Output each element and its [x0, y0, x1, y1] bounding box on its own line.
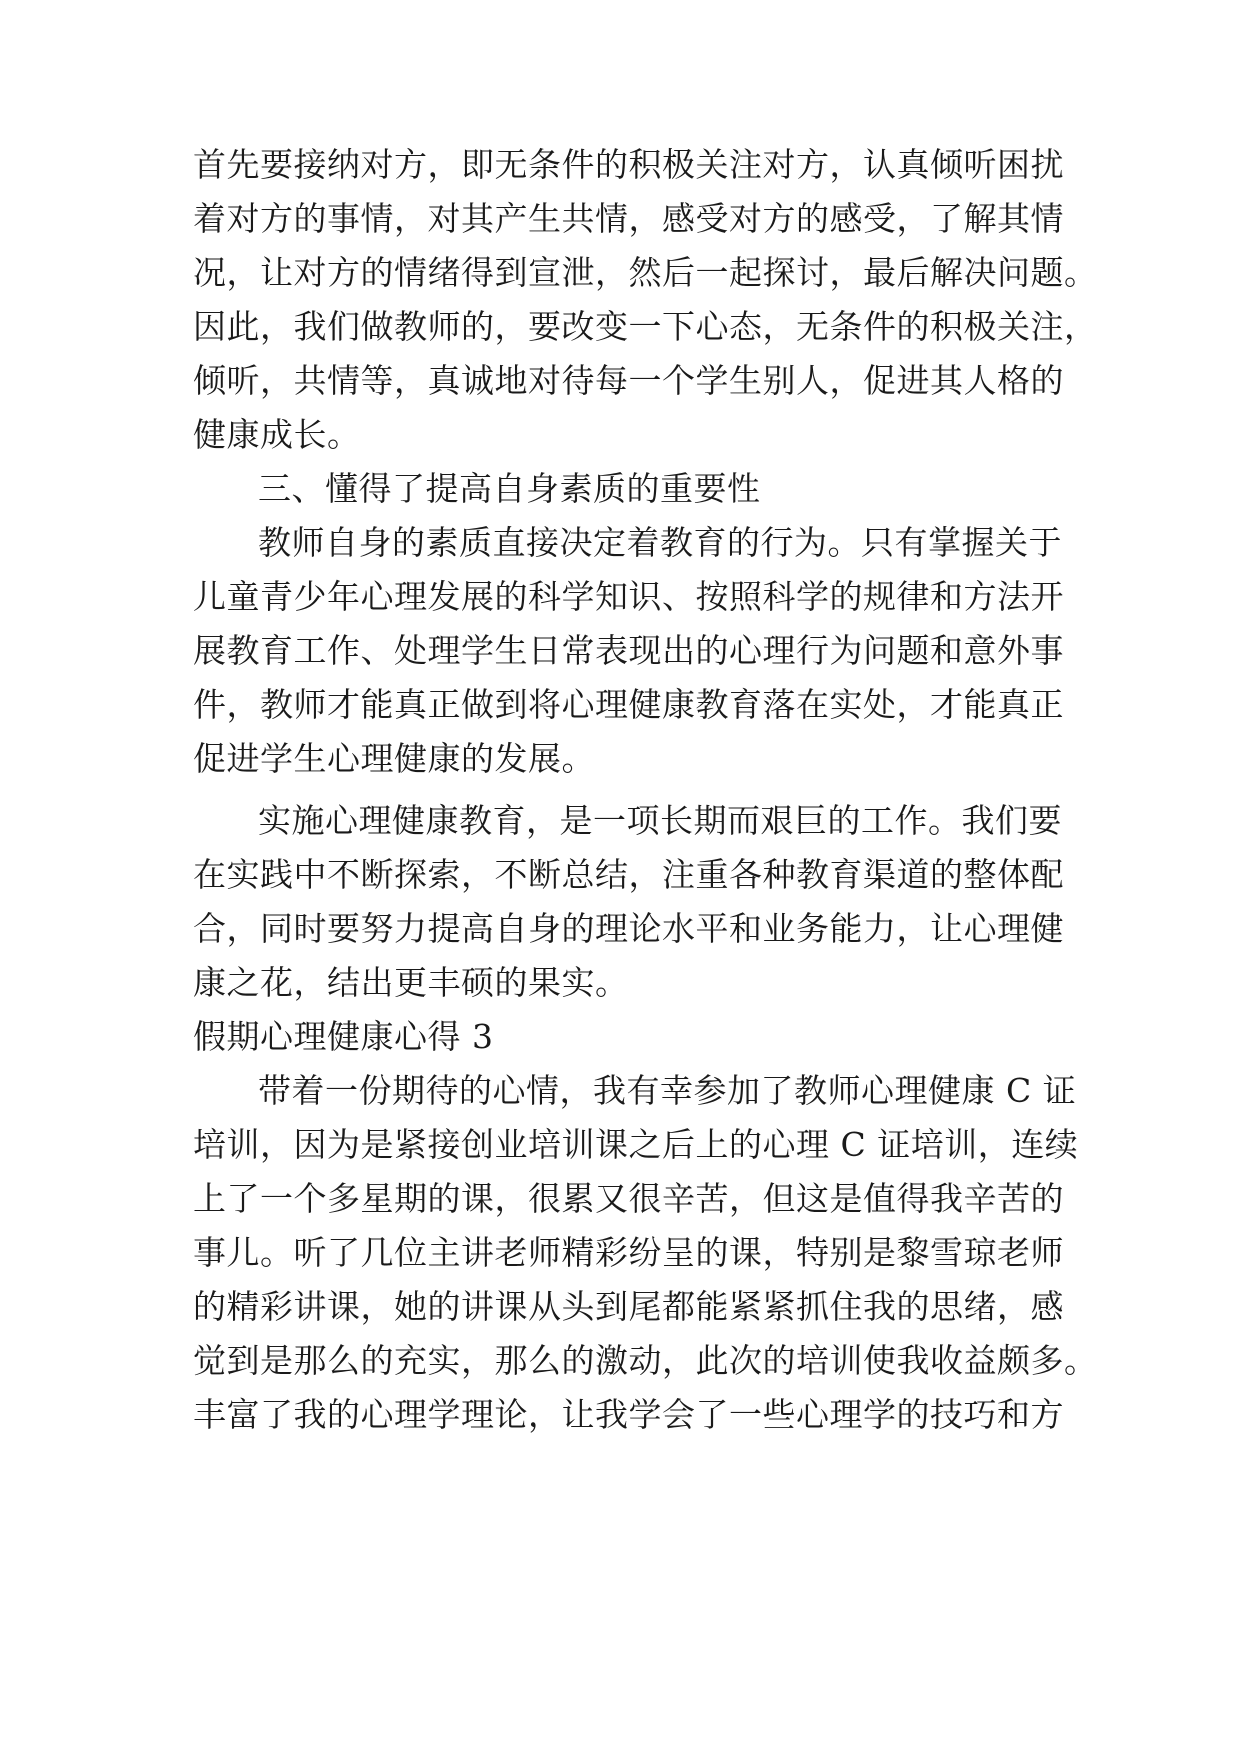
body-text-line: 实施心理健康教育，是一项长期而艰巨的工作。我们要 [258, 801, 1062, 840]
body-text-line: 倾听，共情等，真诚地对待每一个学生别人，促进其人格的 [193, 361, 1064, 400]
body-text-line: 因此，我们做教师的，要改变一下心态，无条件的积极关注， [193, 307, 1098, 346]
document-title: 假期心理健康心得 3 [193, 1017, 494, 1056]
body-text-line: 教师自身的素质直接决定着教育的行为。只有掌握关于 [258, 523, 1062, 562]
body-text-line: 带着一份期待的心情，我有幸参加了教师心理健康 C 证 [258, 1071, 1077, 1110]
body-text-line: 培训，因为是紧接创业培训课之后上的心理 C 证培训，连续 [193, 1125, 1079, 1164]
body-text-line: 首先要接纳对方，即无条件的积极关注对方，认真倾听困扰 [193, 145, 1064, 184]
body-text-line: 展教育工作、处理学生日常表现出的心理行为问题和意外事 [193, 631, 1064, 670]
section-heading: 三、懂得了提高自身素质的重要性 [258, 469, 761, 508]
body-text-line: 健康成长。 [193, 415, 361, 454]
body-text-line: 着对方的事情，对其产生共情，感受对方的感受，了解其情 [193, 199, 1064, 238]
body-text-line: 丰富了我的心理学理论，让我学会了一些心理学的技巧和方 [193, 1395, 1064, 1434]
body-text-line: 合，同时要努力提高自身的理论水平和业务能力，让心理健 [193, 909, 1064, 948]
body-text-line: 儿童青少年心理发展的科学知识、按照科学的规律和方法开 [193, 577, 1064, 616]
body-text-line: 觉到是那么的充实，那么的激动，此次的培训使我收益颇多。 [193, 1341, 1098, 1380]
body-text-line: 促进学生心理健康的发展。 [193, 739, 595, 778]
body-text-line: 康之花，结出更丰硕的果实。 [193, 963, 629, 1002]
body-text-line: 在实践中不断探索，不断总结，注重各种教育渠道的整体配 [193, 855, 1064, 894]
body-text-line: 件，教师才能真正做到将心理健康教育落在实处，才能真正 [193, 685, 1064, 724]
body-text-line: 况，让对方的情绪得到宣泄，然后一起探讨，最后解决问题。 [193, 253, 1098, 292]
body-text-line: 上了一个多星期的课，很累又很辛苦，但这是值得我辛苦的 [193, 1179, 1064, 1218]
body-text-line: 的精彩讲课，她的讲课从头到尾都能紧紧抓住我的思绪，感 [193, 1287, 1064, 1326]
body-text-line: 事儿。听了几位主讲老师精彩纷呈的课，特别是黎雪琼老师 [193, 1233, 1064, 1272]
